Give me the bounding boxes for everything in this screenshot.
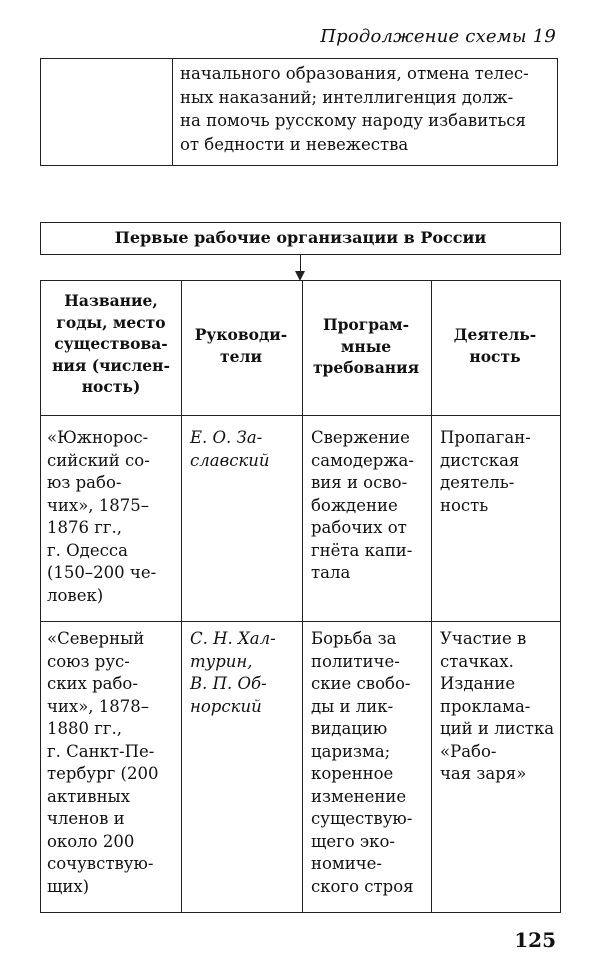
column-header-name: Название, годы, место существова- ния (числен- ность) bbox=[52, 291, 170, 396]
column-header-program: Програм- мные требования bbox=[312, 315, 420, 377]
continuation-line: ных наказаний; интеллигенция долж- bbox=[180, 87, 514, 107]
row2-name-cell: «Северный союз рус- ских рабо- чих», 1878– 1880 гг., г. Санкт-Пе- тербург (200 активных членов и около 200 сочувствую- щих) bbox=[47, 629, 159, 896]
continuation-line: от бедности и невежества bbox=[180, 134, 409, 154]
row2-program-cell: Борьба за политиче- ские свобо- ды и лик- видацию царизма; коренное изменение существую- щего эко- номиче- ского строя bbox=[311, 629, 414, 896]
row2-leaders-cell: С. Н. Хал- турин, В. П. Об- норский bbox=[190, 629, 276, 716]
table-row-divider bbox=[41, 621, 560, 622]
column-header-activity: Деятель- ность bbox=[453, 325, 537, 366]
row1-leaders-cell: Е. О. За- славский bbox=[190, 428, 270, 470]
continuation-table-divider bbox=[172, 59, 173, 165]
continuation-line: начального образования, отмена телес- bbox=[180, 64, 529, 83]
row1-activity-cell: Пропаган- дистская деятель- ность bbox=[440, 428, 531, 515]
section-title: Первые рабочие организации в России bbox=[40, 222, 561, 255]
continuation-text bbox=[180, 62, 555, 156]
column-header-leaders: Руководи- тели bbox=[194, 325, 288, 366]
row2-activity-cell: Участие в стачках. Издание прокламa- ций и листка «Рабо- чая заря» bbox=[440, 629, 555, 783]
row1-name-cell: «Южнорос- сийский со- юз рабо- чих», 1875– 1876 гг., г. Одесса (150–200 че- ловек) bbox=[47, 428, 157, 605]
table-column-divider bbox=[431, 281, 432, 912]
continuation-line: на помочь русскому народу избавиться bbox=[180, 111, 526, 130]
running-head: Продолжение схемы 19 bbox=[320, 26, 556, 47]
page-number: 125 bbox=[514, 928, 556, 952]
table-row-divider bbox=[41, 415, 560, 416]
row1-program-cell: Свержение самодержа- вия и осво- бождение рабочих от гнёта капи- тала bbox=[311, 428, 414, 582]
table-column-divider bbox=[181, 281, 182, 912]
